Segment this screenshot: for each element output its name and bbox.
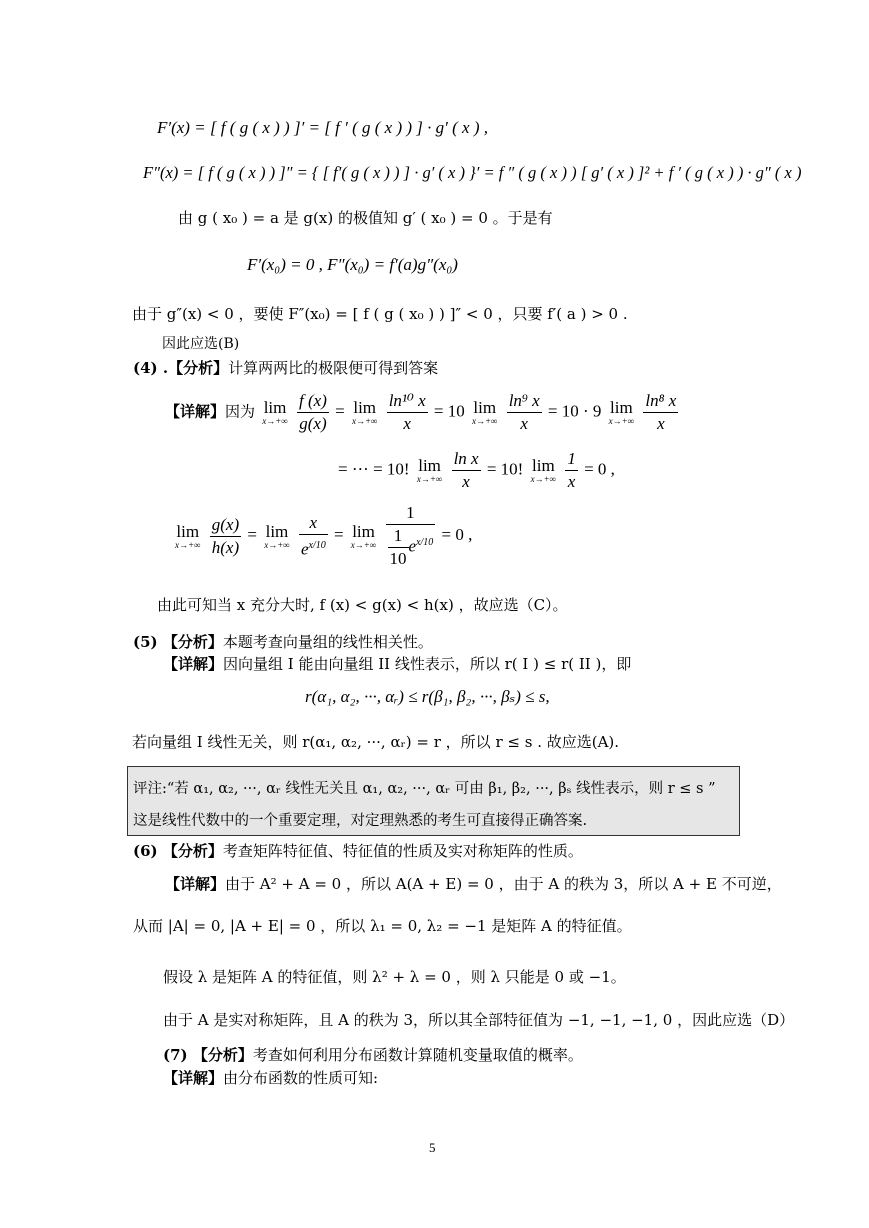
q5-analysis xyxy=(133,632,433,652)
lim-1: lim x→+∞ xyxy=(262,398,288,426)
frac-1-over-exp: 1 $\frac{1}{10}$ $e^{x/10}$ xyxy=(386,502,436,570)
q3-answer: 因此应选(B) xyxy=(162,336,240,352)
q5-detail xyxy=(163,654,631,674)
frac-g-h: $\frac{g(x)}{h(x)}$ xyxy=(211,514,240,557)
q7-analysis xyxy=(163,1045,583,1065)
q6-line-4: 由于 A 是实对称矩阵，且 A 的秩为 3，所以其全部特征值为 −1, −1, −1, 0 ，因此应选（D） xyxy=(163,1011,795,1029)
eq-zero: = 0 , xyxy=(584,459,615,479)
frac-f-g: $\frac{f (x)}{g(x)}$ xyxy=(299,391,327,433)
frac-x-exp: $\frac{x}{e^{x/10}}$ xyxy=(300,512,326,559)
q6-detail xyxy=(165,874,782,894)
q6-analysis xyxy=(133,841,583,861)
lim-2: lim x→+∞ xyxy=(351,398,378,426)
extremum-condition: 由 g ( x₀ ) = a 是 g(x) 的极值知 g′ ( x₀ ) = 0 。于是有 xyxy=(178,209,553,227)
detail-tag: 【详解】 xyxy=(165,875,226,893)
detail-text: 由于 A² + A = 0 ，所以 A(A + E) = 0 ，由于 A 的秩为 3，所以 A + E 不可逆， xyxy=(225,875,782,893)
page-number: 5 xyxy=(429,1140,436,1155)
q3-conclusion: 由于 g″(x) < 0 ，要使 F″(x₀) = [ f ( g ( x₀ ) ) ]″ < 0 ，只要 f′( a ) > 0 . xyxy=(132,305,628,323)
eq-values-at-x0: F′(x₀) = 0 , F″(x₀) = f′(a)g″(x₀) xyxy=(247,255,458,274)
frac-1-x: $\frac{1}{x}$ xyxy=(567,449,576,491)
eq-10-fact: = 10! xyxy=(486,459,524,479)
analysis-text: 本题考查向量组的线性相关性。 xyxy=(222,633,433,651)
eq-first-derivative: F′(x) = [ f ( g ( x ) ) ]′ = [ f ′ ( g ( x ) ) ] · g′ ( x ) , xyxy=(157,118,488,137)
q6-line-3: 假设 λ 是矩阵 A 的特征值，则 λ² + λ = 0 ，则 λ 只能是 0 或 −1。 xyxy=(163,968,626,986)
q5-conclusion: 若向量组 I 线性无关，则 r(α₁, α₂, ···, αᵣ) = r ，所以 r ≤ s . 故应选(A). xyxy=(132,733,620,751)
q4-conclusion: 由此可知当 x 充分大时, f (x) < g(x) < h(x) ，故应选（C）。 xyxy=(157,596,568,614)
lim-7: lim x→+∞ xyxy=(175,521,201,550)
remark-line-2: 这是线性代数中的一个重要定理，对定理熟悉的考生可直接得正确答案. xyxy=(133,813,588,829)
detail-tag: 【详解】 xyxy=(165,402,226,421)
q4-limit-chain-1: 【详解】因为 lim x→+∞ $\frac{f (x)}{g(x)}$ = lim x→+∞ $\frac{\text{ln¹⁰ x}}{x}$ = 10 lim x→+∞ $\frac{\text{ln⁹ x}}{x}$ = 10 · 9 lim x→+∞ $\frac{\text{ln⁸ x}}{x}$ xyxy=(165,391,677,433)
q4-limit-chain-2 xyxy=(338,448,615,493)
lim-3: lim x→+∞ xyxy=(471,398,498,426)
remark-line-1: 评注:“若 α₁, α₂, ···, αᵣ 线性无关且 α₁, α₂, ···, αᵣ 可由 β₁, β₂, ···, βₛ 线性表示，则 r ≤ s ” xyxy=(133,781,716,797)
because-text: 因为 xyxy=(225,402,256,421)
analysis-tag: (4) .【分析】 xyxy=(133,359,229,377)
detail-text: 因向量组 I 能由向量组 II 线性表示，所以 r( I ) ≤ r( II )，即 xyxy=(223,655,632,673)
frac-ln10: $\frac{\text{ln¹⁰ x}}{x}$ xyxy=(388,391,426,433)
lim-5: lim x→+∞ xyxy=(416,456,443,484)
lim-4: lim x→+∞ xyxy=(608,398,635,426)
frac-lnx: $\frac{\text{ln x}}{x}$ xyxy=(453,449,479,491)
frac-ln8: $\frac{\text{ln⁸ x}}{x}$ xyxy=(645,391,677,433)
lim-8: lim x→+∞ xyxy=(264,521,290,550)
cont-start: = ··· = 10! xyxy=(338,459,410,479)
analysis-text: 考查矩阵特征值、特征值的性质及实对称矩阵的性质。 xyxy=(222,842,583,860)
q4-analysis xyxy=(133,358,438,378)
frac-ln9: $\frac{\text{ln⁹ x}}{x}$ xyxy=(508,391,540,433)
eq-second-derivative: F″(x) = [ f ( g ( x ) ) ]″ = { [ f′( g ( x ) ) ] · g′ ( x ) }′ = f ″ ( g ( x ) ) [ g′ ( x ) ]² + f ′ ( g ( x ) ) · g″ ( x ) xyxy=(143,163,802,182)
q4-limit-gh: lim x→+∞ $\frac{g(x)}{h(x)}$ = lim x→+∞ $\frac{x}{e^{x/10}}$ = lim x→+∞ 1 $\frac{1}{10}$ $e^{x/10}$ = 0 , xyxy=(175,503,473,568)
eq-zero-2: = 0 , xyxy=(441,524,473,544)
q5-rank-inequality: r(α₁, α₂, ···, αᵣ) ≤ r(β₁, β₂, ···, βₛ) ≤ s, xyxy=(305,687,550,706)
detail-tag: 【详解】 xyxy=(163,1069,224,1087)
detail-text: 由分布函数的性质可知: xyxy=(223,1069,379,1087)
eq-10: = 10 xyxy=(433,401,465,421)
q6-line-2: 从而 |A| = 0, |A + E| = 0 ，所以 λ₁ = 0, λ₂ = −1 是矩阵 A 的特征值。 xyxy=(133,917,632,935)
analysis-tag: (6) 【分析】 xyxy=(133,842,223,860)
analysis-tag: (5) 【分析】 xyxy=(133,633,223,651)
analysis-text: 考查如何利用分布函数计算随机变量取值的概率。 xyxy=(252,1046,583,1064)
analysis-text: 计算两两比的极限便可得到答案 xyxy=(228,359,439,377)
eq-10-9: = 10 · 9 xyxy=(547,401,602,421)
remark-box xyxy=(127,766,740,836)
lim-9: lim x→+∞ xyxy=(350,521,377,550)
q7-detail xyxy=(163,1068,378,1088)
analysis-tag: (7) 【分析】 xyxy=(163,1046,253,1064)
lim-6: lim x→+∞ xyxy=(530,456,557,484)
detail-tag: 【详解】 xyxy=(163,655,224,673)
